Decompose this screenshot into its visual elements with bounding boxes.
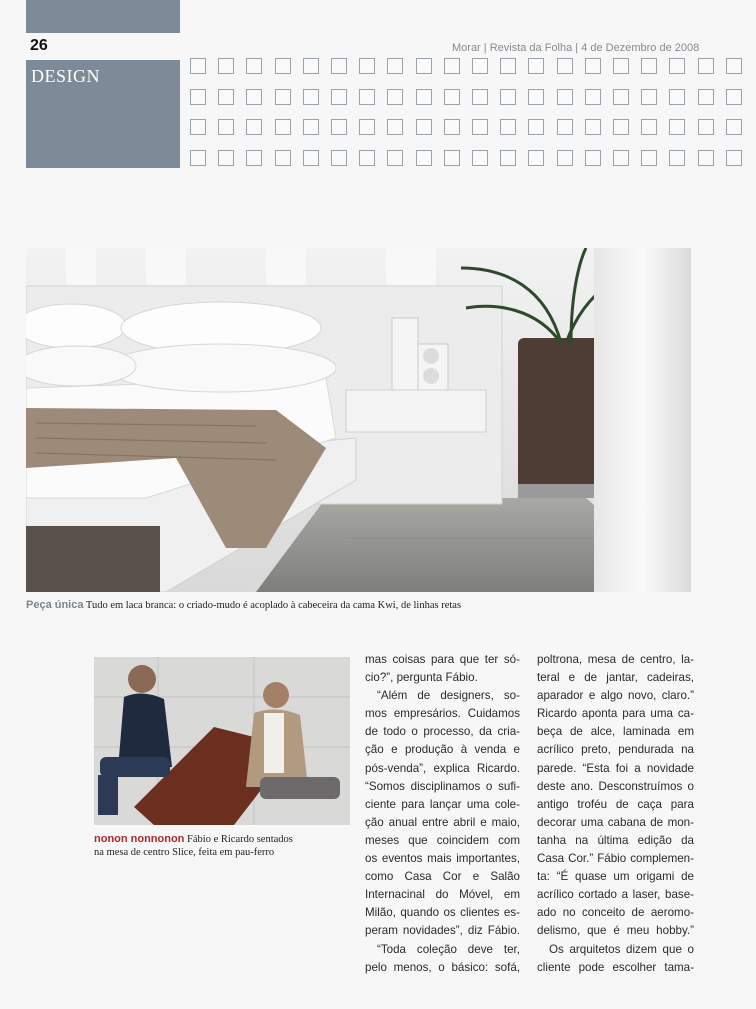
grid-square	[472, 150, 488, 166]
text-line: ção e produção à venda e	[365, 743, 520, 757]
grid-square	[669, 89, 685, 105]
text-line: ciente para lançar uma cole-	[365, 797, 520, 811]
grid-square	[387, 150, 403, 166]
grid-square	[190, 150, 206, 166]
text-line: mos empresários. Cuidamos	[365, 707, 520, 721]
text-line: decorar uma cabana de mon-	[537, 815, 694, 829]
text-line: acrílico cortado a laser, base-	[537, 888, 694, 902]
grid-square	[500, 89, 516, 105]
text-line: acrílico preto, pendurada na	[537, 743, 694, 757]
text-column-1	[365, 651, 520, 977]
text-line: “Somos disciplinamos o sufi-	[365, 779, 520, 793]
grid-square	[218, 89, 234, 105]
grid-square	[387, 119, 403, 135]
text-line: “Além de designers, so-	[377, 689, 520, 703]
grid-square	[275, 58, 291, 74]
designers-illustration	[94, 657, 350, 825]
grid-square	[585, 89, 601, 105]
text-line: meses que coincidem com	[365, 833, 520, 847]
small-caption-lead: nonon nonnonon	[94, 833, 185, 845]
text-line: pelo menos, o básico: sofá,	[365, 960, 520, 974]
text-line: Ricardo aponta para uma ca-	[537, 707, 694, 721]
grid-square	[641, 119, 657, 135]
grid-square	[303, 89, 319, 105]
grid-square	[613, 119, 629, 135]
text-line: teral e de jantar, cadeiras,	[537, 671, 694, 685]
grid-square	[726, 150, 742, 166]
grid-square	[444, 58, 460, 74]
grid-square	[331, 89, 347, 105]
grid-square	[726, 58, 742, 74]
text-line: antigo troféu de caça para	[537, 797, 694, 811]
grid-square	[585, 58, 601, 74]
grid-square	[190, 89, 206, 105]
grid-square	[331, 58, 347, 74]
grid-square	[669, 58, 685, 74]
small-caption-line1: Fábio e Ricardo sentados	[184, 834, 293, 845]
text-line: ção anual entre abril e maio,	[365, 815, 520, 829]
bedroom-photo	[26, 248, 691, 592]
text-line: delismo, que é meu hobby.”	[537, 924, 694, 938]
grid-square	[669, 150, 685, 166]
grid-square	[641, 89, 657, 105]
grid-square	[585, 119, 601, 135]
page-number: 26	[30, 37, 48, 54]
grid-square	[472, 58, 488, 74]
grid-square	[726, 119, 742, 135]
grid-square	[416, 58, 432, 74]
main-caption-lead: Peça única	[26, 599, 84, 611]
grid-square	[528, 150, 544, 166]
text-line: peram novidades”, diz Fábio.	[365, 924, 520, 938]
grid-square	[275, 119, 291, 135]
text-line: mas coisas para que ter só-	[365, 653, 520, 666]
grid-square	[500, 58, 516, 74]
grid-square	[585, 150, 601, 166]
grid-square	[387, 89, 403, 105]
text-line: aparador e algo novo, claro.”	[537, 689, 694, 703]
text-line: Os arquitetos dizem que o	[549, 942, 694, 956]
section-label: DESIGN	[31, 66, 100, 86]
grid-square	[387, 58, 403, 74]
grid-square	[472, 119, 488, 135]
text-line: como Casa Cor e Salão	[365, 870, 520, 884]
text-line: ado no conceito de aeromo-	[537, 906, 694, 920]
grid-square	[218, 150, 234, 166]
grid-square	[359, 58, 375, 74]
grid-square	[359, 89, 375, 105]
grid-square	[698, 119, 714, 135]
bedroom-illustration	[26, 248, 691, 592]
grid-square	[218, 58, 234, 74]
grid-square	[416, 89, 432, 105]
text-line: tanha na última edição da	[537, 833, 694, 847]
grid-square	[303, 58, 319, 74]
text-column-2	[537, 651, 694, 977]
grid-square	[246, 119, 262, 135]
text-line: deste ano. Desconstruímos o	[537, 779, 694, 793]
grid-square	[303, 150, 319, 166]
grid-square	[528, 58, 544, 74]
grid-square	[275, 150, 291, 166]
grid-square	[698, 58, 714, 74]
grid-square	[613, 58, 629, 74]
grid-square	[557, 150, 573, 166]
grid-square	[218, 119, 234, 135]
grid-square	[303, 119, 319, 135]
grid-square	[444, 119, 460, 135]
text-line: de todo o processo, da cria-	[365, 725, 520, 739]
grid-square	[669, 119, 685, 135]
text-line: cliente pode escolher tama-	[537, 960, 694, 974]
grid-square	[641, 150, 657, 166]
grid-square	[246, 89, 262, 105]
grid-square	[500, 150, 516, 166]
grid-square	[472, 89, 488, 105]
grid-square	[190, 58, 206, 74]
text-line: pós-venda”, explica Ricardo.	[365, 761, 520, 775]
grid-square	[641, 58, 657, 74]
top-color-tab	[26, 0, 180, 33]
grid-square	[444, 89, 460, 105]
text-line: Casa Cor.” Fábio complemen-	[537, 852, 694, 866]
grid-square	[557, 58, 573, 74]
decorative-square-grid	[190, 58, 750, 174]
grid-square	[557, 119, 573, 135]
text-line: “Toda coleção deve ter,	[377, 942, 520, 956]
text-line: beça de alce, laminada em	[537, 725, 694, 739]
grid-square	[726, 89, 742, 105]
grid-square	[557, 89, 573, 105]
grid-square	[416, 150, 432, 166]
text-line: cio?”, pergunta Fábio.	[365, 671, 478, 685]
grid-square	[190, 119, 206, 135]
grid-square	[246, 150, 262, 166]
grid-square	[613, 150, 629, 166]
grid-square	[444, 150, 460, 166]
grid-square	[698, 89, 714, 105]
grid-square	[359, 150, 375, 166]
main-caption-text: Tudo em laca branca: o criado-mudo é acoplado à cabeceira da cama Kwi, de linhas retas	[83, 600, 462, 611]
grid-square	[331, 150, 347, 166]
small-photo-caption	[94, 833, 356, 859]
text-line: Milão, quando os clientes es-	[365, 906, 520, 920]
text-line: parede. “Esta foi a novidade	[537, 761, 694, 775]
designers-photo	[94, 657, 350, 825]
grid-square	[246, 58, 262, 74]
text-line: Internacinal do Móvel, em	[365, 888, 520, 902]
text-line: poltrona, mesa de centro, la-	[537, 653, 694, 666]
grid-square	[528, 89, 544, 105]
text-line: ta: “É quase um origami de	[537, 870, 694, 884]
grid-square	[331, 119, 347, 135]
grid-square	[416, 119, 432, 135]
grid-square	[359, 119, 375, 135]
main-photo-caption	[26, 599, 461, 611]
grid-square	[613, 89, 629, 105]
small-caption-line2: na mesa de centro Slice, feita em pau-ferro	[94, 847, 275, 858]
grid-square	[500, 119, 516, 135]
running-head: Morar | Revista da Folha | 4 de Dezembro de 2008	[452, 42, 700, 54]
grid-square	[275, 89, 291, 105]
grid-square	[528, 119, 544, 135]
grid-square	[698, 150, 714, 166]
text-line: os eventos mais importantes,	[365, 852, 520, 866]
